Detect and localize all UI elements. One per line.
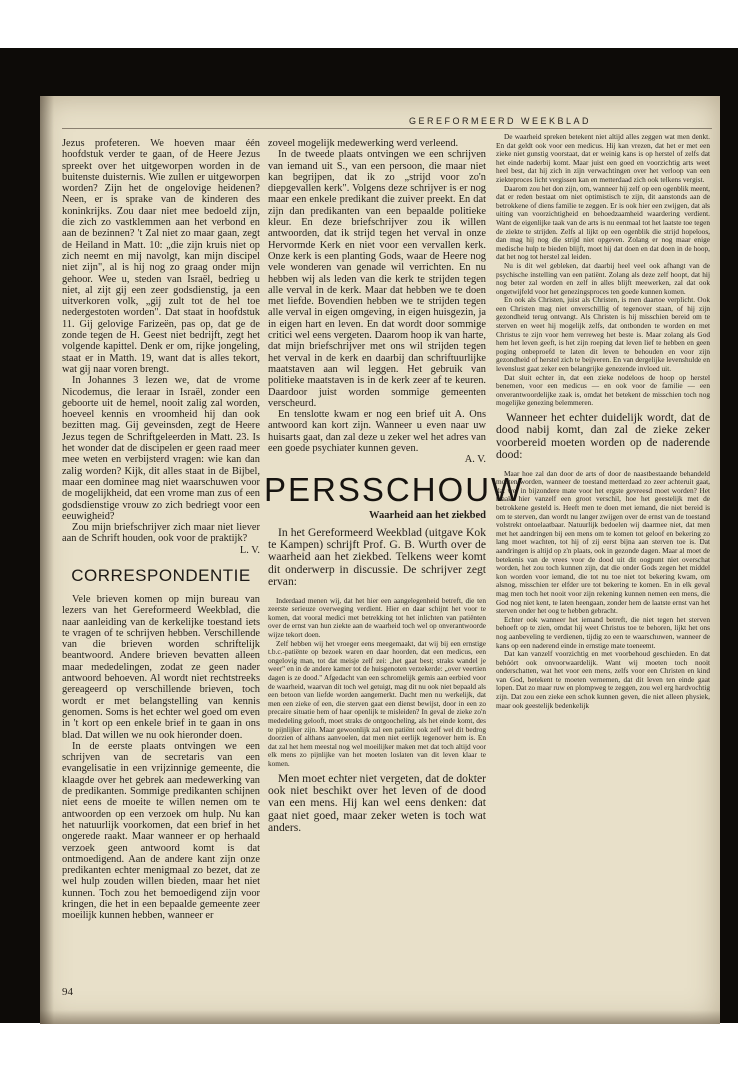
quote-paragraph: Daarom zou het don zijn, om, wanneer hij zelf op een ogenblik meent, dat er reden bestaat om niet optimistisch te zijn, dit aanstonds aan de betrokkene of diens familie te zeggen. Er is ook hier een zwijgen, dat als uiting van voorzichtigheid en behoedzaamheid waardering verdient. Want de eigenlijke taak van de arts is nu eenmaal tot het laatste toe tegen de ziekte te strijden. Zelfs al lijkt op een ogenblik die strijd hopeloos, dan mag hij nog die strijd niet opgeven. Zolang er nog maar enige medische hulp te bieden blijft, moet hij dat doen en dat doen in de hoop, dat het nog tot herstel zal leiden.: [496, 183, 710, 262]
col2-paragraph: En tenslotte kwam er nog een brief uit A. Ons antwoord kan kort zijn. Wanneer u even naar uw huisarts gaat, dan zal deze u zeker wel het adres van een goede psychiater kunnen geven.: [268, 409, 486, 455]
page-bottom-edge: [40, 1010, 720, 1024]
quote-paragraph: Inderdaad menen wij, dat het hier een aangelegenheid betreft, die ten zeerste serieuze overweging verdient. Hier en daar schijnt het voor te komen, dat vooral medici met betrekking tot het inlichten van patiënten over de ernst van hun ziekte aan de waarheid toch wel op onverantwoorde wijze tekort doen.: [268, 595, 486, 640]
quote-paragraph: De waarheid spreken betekent niet altijd alles zeggen wat men denkt. En dat geldt ook voor een medicus. Hij kan vrezen, dat het er met een zieke niet gunstig voorstaat, dat er weinig kans is op herstel of zelfs dat het einde naderbij komt. Maar juist een goed en voorzichtig arts weet heel best, dat hij zich in zijn verwachtingen over het verloop van een ziekteproces licht vergissen kan en metterdaad zich ook telkens vergist.: [496, 132, 710, 184]
article-paragraph: Men moet echter niet vergeten, dat de dokter ook niet beschikt over het leven of de dood van een mens. Hij kan wel eens denken: dat gaat niet goed, maar zeker weten is toch wat anders.: [268, 771, 486, 835]
col2-paragraph: zoveel mogelijk medewerking werd verleend.: [268, 138, 459, 149]
quote-paragraph: Dat sluit echter in, dat een zieke nodeloos de hoop op herstel benemen, voor een medicus — en ook voor de familie — een onverantwoordelijke zaak is, omdat het betekent de misschien toch nog mogelijke genezing belemmeren.: [496, 372, 710, 408]
article-lead: In het Gereformeerd Weekblad (uitgave Kok te Kampen) schrijft Prof. G. B. Wurth over de waarheid aan het ziekbed. Telkens weer komt dit onderwerp in discussie. De schrijver zegt ervan:: [268, 525, 486, 589]
column-3: [496, 133, 710, 714]
quoted-block: [268, 597, 486, 769]
page-gutter-shadow: [40, 96, 54, 1024]
column-1: [62, 138, 260, 922]
article-paragraph: Wanneer het echter duidelijk wordt, dat de dood nabij komt, dan zal de zieke zeker voorbereid moeten worden op de naderende dood:: [496, 411, 710, 462]
quote-paragraph: Echter ook wanneer het iemand betreft, die niet tegen het sterven behoeft op te zien, omdat hij weet Christus toe te behoren, lijkt het ons nog aanbeveling te verdienen, tijdig zo een te waarschuwen, wanneer de kans op een naderend einde in ernstige mate toeneemt.: [496, 614, 710, 650]
quote-paragraph: Dat kan vanzelf voorzichtig en met voorbehoud geschieden. En dat behóórt ook onvoorwaardelijk. Want wij moeten toch nooit onderschatten, wat het voor een mens, zelfs voor een Christen en kind van God, betekent te moeten vernemen, dat dit leven ten einde gaat lopen. Dat zo maar ruw en plompweg te zeggen, zou wel erg hardvochtig zijn. Dat zou een zieke een schok kunnen geven, die niet alleen physiek, maar ook geestelijk bedenkelijk: [496, 649, 710, 710]
col1-paragraph: In Johannes 3 lezen we, dat de vrome Nicodemus, die leraar in Israël, zonder een geboorte uit de hemel, nooit zalig zal worden, hoeveel kennis en vroomheid hij dan ook bezitten mag. Gij geveinsden, zegt de Heere Jezus tegen de Schriftgeleerden in Matt. 23. Is het wonder dat de discipelen er geen raad meer mee weten en verbijsterd vragen: wie kan dan zalig worden? Kijk, dit alles staat in de Bijbel, maar een dominee mag niet waarschuwen voor de mogelijkheid, dat een vrome man zus of een godsdienstige vrouw zo zich bedriegt voor een eeuwigheid?: [62, 375, 260, 522]
col1-paragraph: Jezus profeteren. We hoeven maar één hoofdstuk verder te gaan, of de Heere Jezus spreekt over het uitgeworpen worden in de buitenste duisternis. Wie zullen er uitgeworpen worden? Zijn het de ongelovige heidenen? Neen, er is sprake van de kinderen des koninkrijks. Zou daar niet mee bedoeld zijn, die zich zo vastklemmen aan het verbond en aan de bezinnen? 't Zal niet zo maar gaan, zegt de Heiland in Matt. 10: „die zijn kruis niet op zich neemt en mij navolgt, kan mijn discipel niet zijn", al is hij nog zo graag onder mijn gehoor. Wee u, steden van Israël, bedrieg u niet, al zijt gij een zeer godsdienstig, ja een uitverkoren volk, „gij zult tot de hel toe nedergestoten worden". Dat staat in hoofdstuk 11. Gij gelovige Farizeën, pas op, dat ge de zonde tegen de H. Geest niet bedrijft, zegt het volgende kapittel. Denk er om, rijke jongeling, staat er in Matth. 19, want dat is alles tekort, wat gij naar voren brengt.: [62, 138, 260, 375]
page-number: 94: [62, 986, 73, 998]
quoted-block: [496, 470, 710, 711]
col2-signature: A. V.: [464, 454, 486, 466]
article-subheading: Waarheid aan het ziekbed: [369, 509, 486, 521]
running-head: GEREFORMEERD WEEKBLAD: [408, 116, 592, 126]
quote-paragraph: Zelf hebben wij het vroeger eens meegemaakt, dat wij bij een ernstige t.b.c.-patiënte op bezoek waren en daar hoorden, dat een medicus, een ongelovig man, tot dat meisje zelf zei: „het gaat best; straks wandel je weer" en in de andere kamer tot de huisgenoten verzekerde: „over veertien dagen is ze dood." Afgedacht van een schromelijk gemis aan eerbied voor de waarheid, waarvan dit toch wel getuigt, mag dit nu ook niet bepaald als een betoon van liefde worden aangemerkt. Dacht men nu werkelijk, dat men een zieke of een, die sterven gaat een dienst bewijst, door in een zo precaire situatie hem of haar openlijk te misleiden? In geval de zieke zo'n mededeling gelooft, moet straks de ontgoocheling, als het einde komt, des te pijnlijker zijn. Maar gewoonlijk zal een patiënt ook zelf wel dit bedrog doorzien of althans aanvoelen, dat men niet eerlijk tegenover hem is. En dat zal het hem meestal nog wel moeilijker maken met dat toch altijd voor elk mens zo pijnlijke van het moeten loslaten van dit leven klaar te komen.: [268, 638, 486, 768]
col1-paragraph: Zou mijn briefschrijver zich maar niet liever aan de Schrift houden, ook voor de praktijk?: [62, 522, 260, 545]
header-rule: [62, 128, 712, 129]
section-heading-correspondentie: CORRESPONDENTIE: [71, 565, 251, 585]
quote-paragraph: Nu is dit wel gebleken, dat daarbij heel veel ook afhangt van de psychische instelling van een patiënt. Zolang als deze zelf hoopt, dat hij nog beter zal worden en zelf in alles blijft meewerken, zal dat ook ongetwijfeld voor het genezingsproces ten goede kunnen komen.: [496, 260, 710, 296]
col2-paragraph: In de tweede plaats ontvingen we een schrijven van iemand uit S., van een persoon, die maar niet kan begrijpen, dat ik zo „strijd voor zo'n diepgevallen kerk". Volgens deze schrijver is er nog maar een enkele predikant die zuiver preekt. En dat zijn dan predikanten van een bepaalde politieke kleur. En deze briefschrijver zou ik willen antwoorden, dat ik strijd tegen het verval in onze Hervormde Kerk en niet voor een vervallen kerk. Onze kerk is een planting Gods, waar de Heere nog vele wonderen van genade wil verrichten. En nu hebben wij als leden van die kerk te strijden tegen alle verval in de kerk. Maar dat hebben we te doen met liefde. Bovendien hebben we te strijden tegen alle verval in eigen omgeving, in eigen huisgezin, ja in eigen hart en leven. En dat wordt door sommige critici wel eens vergeten. Daarom hoop ik van harte, dat mijn briefschrijver met ons wil strijden tegen het verval in de kerk en daarbij dan schriftuurlijke maatstaven aan wil leggen. Het gebruik van politieke maatstaven is in de kerk zeer af te keuren. Daardoor juist worden sommige gemeenten verscheurd.: [268, 149, 486, 409]
section-heading-persschouw: PERSSCHOUW: [264, 470, 525, 508]
col1-paragraph: Vele brieven komen op mijn bureau van lezers van het Gereformeerd Weekblad, die naar aanleiding van de kerkelijke toestand iets te vragen of te schrijven hebben. Verschillende van die brieven worden schriftelijk beantwoord. Andere brieven bevatten alleen maar mededelingen, zodat ze geen nader antwoord behoeven. Al wordt niet rechtstreeks gereageerd op verschillende brieven, toch wordt er met belangstelling van kennis genomen. Soms is het echter wel goed om even in 't kort op een enkele brief in te gaan in ons blad. Dat willen we nu ook hieronder doen.: [62, 593, 260, 741]
col1-paragraph: In de eerste plaats ontvingen we een schrijven van de secretaris van een evangelisatie in een vrijzinnige gemeente, die klaagde over het gebrek aan medewerking van de predikanten. Sommige predikanten schijnen niet eens de moeite te willen nemen om te antwoorden op een verzoek om hulp. Nu kan het natuurlijk voorkomen, dat een brief in het ongerede raakt. Maar wanneer er op herhaald verzoek geen antwoord komt is dat ontmoedigend. Aan de andere kant zijn onze predikanten echter menigmaal zo bezet, dat ze wel hulp zouden willen bieden, maar het niet kunnen. Toch zou het bemoedigend zijn voor kringen, die het in een bepaalde gemeente zeer moeilijk kunnen hebben, wanneer er: [62, 740, 260, 922]
col1-signature: L. V.: [239, 544, 260, 556]
quote-paragraph: En ook als Christen, juist als Christen, is men daartoe verplicht. Ook een Christen mag niet onverschillig of tegenover staan, of hij zijn gezondheid terug ontvangt. Als Christen is hij misschien bereid om te sterven en weet hij mogelijk zelfs, dat ontbonden te worden en met Christus te zijn voor hem verreweg het beste is. Maar zolang als God hem het leven geeft, is het zijn roeping dat leven lief te hebben en geen poging onbeproefd te laten dit leven te behouden en voor zijn gezondheid of herstel zich te beijveren. En van dergelijke levenshulde en levenslust gaat zeker een belangrijke genezende invloed uit.: [496, 295, 710, 374]
quoted-block: [496, 133, 710, 408]
quote-paragraph: Maar hoe zal dan door de arts of door de naastbestaande behandeld moeten worden, wanneer de toestand metterdaad zo zeer achteruit gaat, dat wel in bijzondere mate voor het ergste gevreesd moet worden? Het maakt hier vanzelf een groot verschil, hoe het geestelijk met de betrokkene gesteld is. Heeft men te doen met iemand, die niet bereid is om te sterven, dan wordt nu langer zwijgen over de ernst van de toestand volstrekt ontoelaatbaar. Natuurlijk bedoelen wij daarmee niet, dat men met het aandringen bij een mens om te komen tot geloof en bekering zo lang moet wachten, tot hij of zij eerst bijna aan sterven toe is. Dat aandringen is altijd op z'n plaats, ook in gezonde dagen. Maar al moet de betekenis van de vrees voor de dood uit dit oogpunt niet overschat worden, het zou toch kunnen zijn, dat die onder Gods zegen het middel kon worden voor iemand, die tot nu toe niet tot bekering kwam, om alsnog, misschien ter elfder ure tot bekering te komen. En in elk geval mag men toch het nooit voor zijn rekening kunnen nemen een mens, die God nog niet kent, te laten heengaan, zonder hem de laatste ernst van het sterven onder het oog te hebben gebracht.: [496, 468, 710, 616]
column-2: [264, 138, 525, 843]
